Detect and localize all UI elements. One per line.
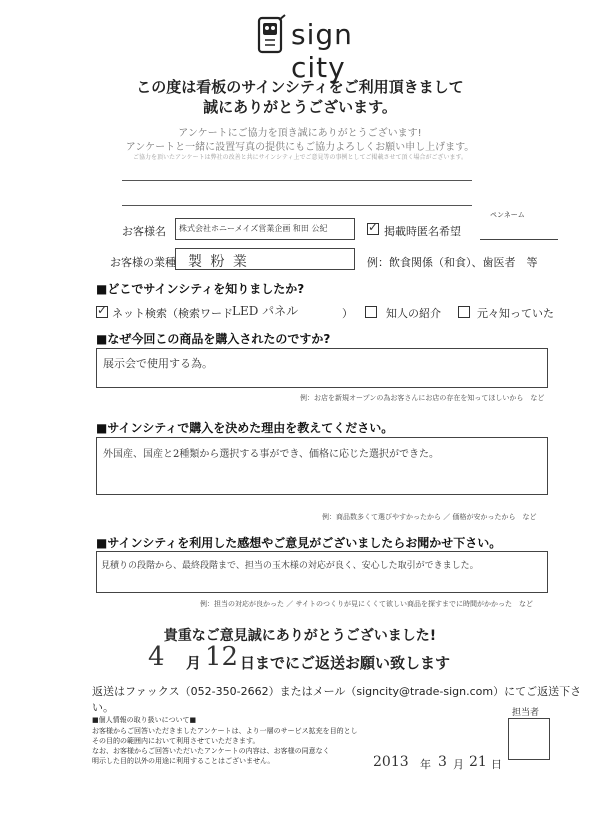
logo-mascot-icon [255,14,289,58]
q2-title: ■なぜ今回この商品を購入されたのですか? [96,332,331,346]
page-title-line1: この度は看板のサインシティをご利用頂きまして [136,78,464,96]
industry-example: 例：飲食関係（和食）、歯医者 等 [367,256,538,269]
industry-value: 製 粉 業 [188,254,249,270]
q4-answer: 見積りの段階から、最終段階まで、担当の玉木様の対応が良く、安心した取引ができました。 [101,561,479,571]
date-year-label: 年 [420,758,431,771]
date-day: 21 [469,754,487,770]
date-year: 2013 [373,754,409,770]
q1-net-search-label: ネット検索（検索ワード [112,307,233,320]
q2-answer-box[interactable] [96,348,548,388]
privacy-line2: その目的の範囲内において利用させていただきます。 [92,737,260,745]
privacy-line3: なお、お客様からご回答いただいたアンケートの内容は、お客様の同意なく [92,747,330,755]
q4-title: ■サインシティを利用した感想やご意見がございましたらお聞かせ下さい。 [96,536,502,550]
return-month-label: 月 [186,654,202,672]
privacy-line4: 明示した目的以外の用途に利用することはございません。 [92,757,275,765]
q1-referral-label: 知人の紹介 [386,307,441,320]
q1-close-paren: ） [342,307,353,320]
closing-thanks: 貴重なご意見誠にありがとうございました! [163,628,437,644]
privacy-line1: お客様からご回答いただきましたアンケートは、より一層のサービス拡充を目的とし [92,727,358,735]
anonymous-label: 掲載時匿名希望 [384,225,461,238]
customer-name-label: お客様名 [122,225,166,238]
customer-name-field[interactable] [175,218,355,240]
divider-mid [122,205,472,206]
q4-answer-box[interactable] [96,551,548,593]
q4-example: 例：担当の対応が良かった ／ サイトのつくりが見にくくて欲しい商品を探すまでに時間がかかった など [200,600,533,608]
q3-answer: 外国産、国産と2種類から選択する事ができ、価格に応じた選択ができた。 [103,449,439,460]
q1-referral-checkbox[interactable] [365,306,377,318]
staff-stamp-box [508,718,550,760]
industry-label: お客様の業種 [110,256,176,269]
customer-name-value: 株式会社ホニーメイズ営業企画 和田 公紀 [179,224,328,233]
penname-underline [480,239,558,240]
page-title-line2: 誠にありがとうございます。 [203,98,397,116]
penname-label: ペンネーム [490,211,525,219]
return-month: 4 [148,642,165,672]
anonymous-checkbox[interactable] [367,223,379,235]
privacy-title: ■個人情報の取り扱いについて■ [92,716,197,724]
logo [255,14,405,84]
subtitle-2: アンケートと一緒に設置写真の提供にもご協力よろしくお願い申し上げます。 [125,142,475,153]
q3-answer-box[interactable] [96,437,548,495]
date-month-label: 月 [453,758,464,771]
date-month: 3 [438,754,447,770]
staff-label: 担当者 [512,708,540,718]
subtitle-3: ご協力を頂いたアンケートは弊社の改善と共にサインシティ上でご意見等の事例としてご掲載させて頂く場合がございます。 [132,154,468,161]
q1-search-word: LED パネル [232,304,299,318]
q2-example: 例：お店を新規オープンの為お客さんにお店の存在を知ってほしいから など [300,394,545,402]
return-note: 返送はファックス（052-350-2662）またはメール（signcity@trade-sign.com）にてご返送下さい。 [92,685,582,714]
date-row [373,754,513,774]
q1-already-knew-label: 元々知っていた [477,307,554,320]
q1-already-knew-checkbox[interactable] [458,306,470,318]
industry-field[interactable] [175,248,355,270]
q3-title: ■サインシティで購入を決めた理由を教えてください。 [96,421,394,435]
subtitle-1: アンケートにご協力を頂き誠にありがとうございます! [178,128,422,139]
divider-top [122,180,472,181]
q2-answer: 展示会で使用する為。 [103,357,213,370]
return-deadline-text: 日までにご返送お願い致します [240,654,451,672]
return-day: 12 [205,642,239,672]
q1-net-search-checkbox[interactable] [96,306,108,318]
q1-title: ■どこでサインシティを知りましたか? [96,282,305,296]
logo-text: sign city [291,18,353,84]
q3-example: 例：商品数多くて選びやすかったから ／ 価格が安かったから など [322,513,537,521]
date-day-label: 日 [491,758,502,771]
